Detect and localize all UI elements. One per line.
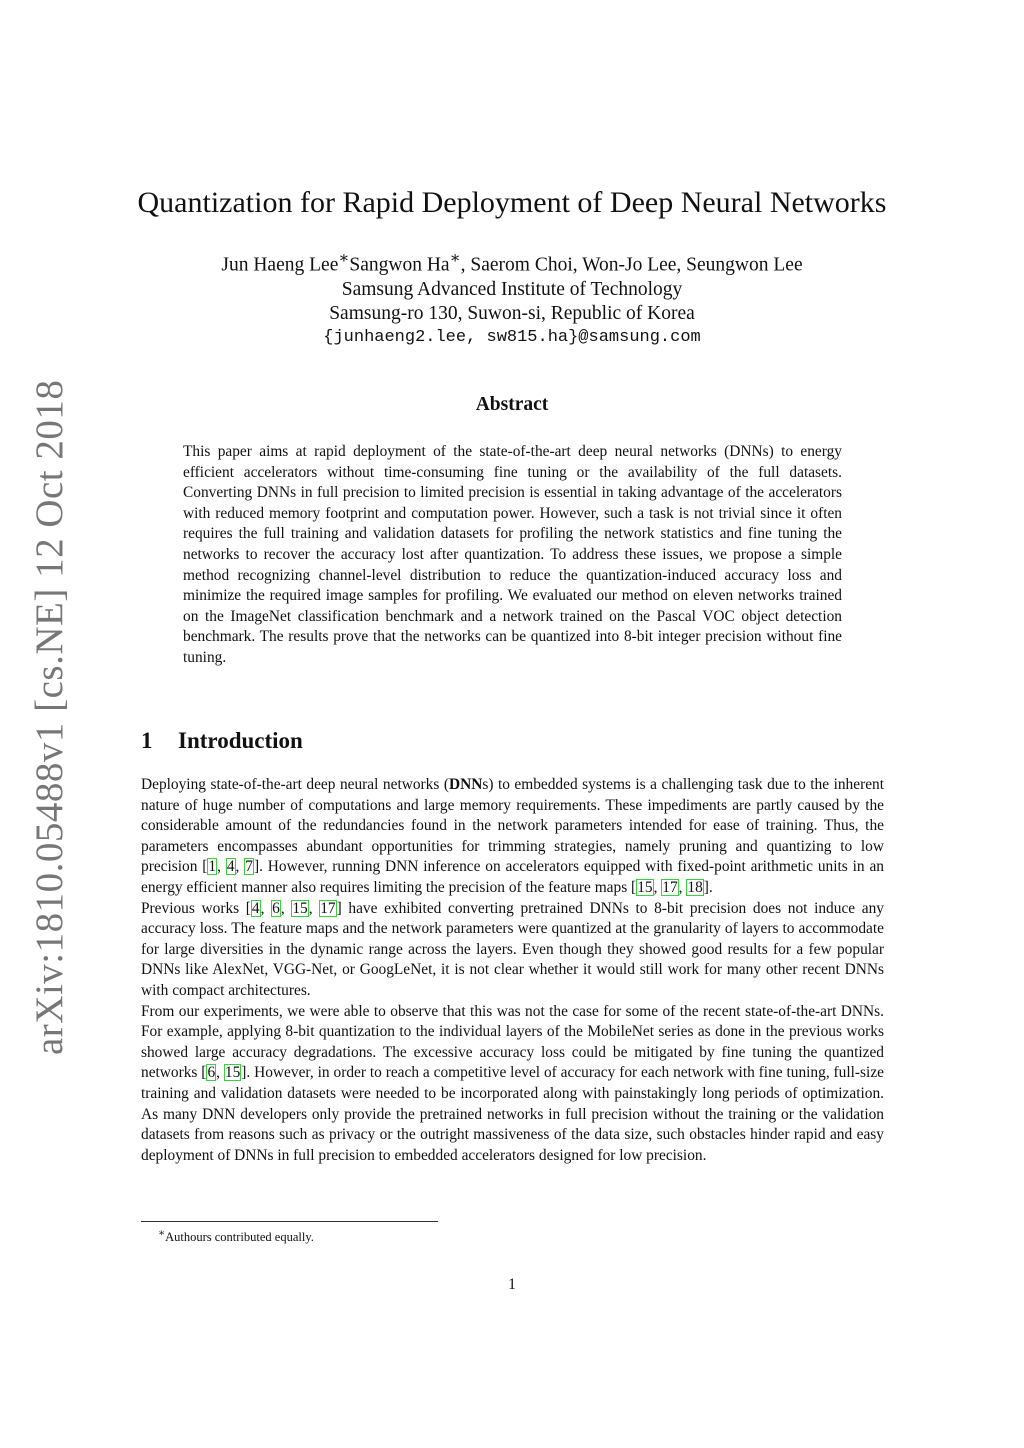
text: , (217, 858, 226, 876)
text: , (235, 858, 245, 876)
address: Samsung-ro 130, Suwon-si, Republic of Korea (329, 302, 695, 324)
footnote-rule (141, 1221, 438, 1222)
section-number: 1 (141, 728, 153, 753)
email: {junhaeng2.lee, sw815.ha}@samsung.com (323, 327, 701, 347)
abstract-heading: Abstract (475, 394, 549, 415)
citation-link[interactable]: 4 (251, 899, 260, 917)
citation-link[interactable]: 4 (226, 858, 235, 876)
author-2-mark: ∗ (449, 249, 461, 267)
citation-link[interactable]: 15 (292, 899, 308, 917)
footnote (158, 1227, 314, 1245)
citation-link[interactable]: 6 (207, 1064, 216, 1082)
dnn-abbrev: DNN (448, 776, 483, 793)
text: From our experiments, we were able to observe that this was not the case for some of the recent state-of-the-art DNNs. For example, applying 8-bit quantization to the individual layers of the MobileNet series as done in the previous works showed large accuracy degradations. The excessive accuracy loss could be mitigated by fine tuning the quantized networks [ (141, 1002, 884, 1082)
author-names (0, 246, 1024, 278)
author-1: Jun Haeng Lee (221, 254, 339, 276)
paper-title: Quantization for Rapid Deployment of Deep Neural Networks (137, 186, 887, 219)
intro-paragraph-1 (141, 775, 884, 899)
text: s) to embedded systems is a challenging task due to the inherent nature of huge number of computations and large memory requirements. These impediments are partly caused by the considerable amount of the redundancies found in the network parameters intended for ease of training. Thus, the parameters encompasses abundant opportunities for trimming strategies, namely pruning and quantizing to low precision [ (141, 776, 884, 876)
section-title: Introduction (178, 728, 303, 753)
text: Deploying state-of-the-art deep neural networks ( (141, 776, 449, 793)
text: , (216, 1064, 224, 1082)
citation-link[interactable]: 17 (662, 878, 678, 896)
text: ]. (703, 878, 713, 896)
citation-link[interactable]: 18 (687, 878, 703, 896)
author-2: Sangwon Ha (349, 254, 450, 276)
abstract-body: This paper aims at rapid deployment of the state-of-the-art deep neural networks (DNNs) to energy efficient accelerators without time-consuming fine tuning or the availability of the full datasets. Converting DNNs in full precision to limited precision is essential in taking advantage of the accelerators with reduced memory footprint and computation power. However, such a task is not trivial since it often requires the full training and validation datasets for profiling the network statistics and fine tuning the networks to recover the accuracy lost after quantization. To address these issues, we propose a simple method recognizing channel-level distribution to reduce the quantization-induced accuracy loss and minimize the required image samples for profiling. We evaluated our method on eleven networks trained on the ImageNet classification benchmark and a network trained on the Pascal VOC object detection benchmark. The results prove that the networks can be quantized into 8-bit integer precision without fine tuning. (183, 443, 842, 666)
introduction-body (141, 775, 884, 1166)
affiliation: Samsung Advanced Institute of Technology (341, 278, 683, 300)
author-block (0, 246, 1024, 350)
intro-paragraph-3 (141, 1002, 884, 1167)
other-authors: , Saerom Choi, Won-Jo Lee, Seungwon Lee (460, 254, 803, 276)
section-heading (141, 728, 303, 754)
footnote-text: Authours contributed equally. (165, 1230, 314, 1245)
page-number: 1 (508, 1276, 516, 1293)
text: , (678, 878, 687, 896)
text: , (260, 899, 272, 917)
text: ]. However, running DNN inference on accelerators equipped with fixed-point arithmetic units in an energy efficient manner also requires limiting the precision of the feature maps [ (141, 858, 885, 896)
intro-paragraph-2 (141, 899, 884, 1002)
text: ]. However, in order to reach a competitive level of accuracy for each network with fine tuning, full-size training and validation datasets were needed to be incorporated along with painstakingly long periods of optimization. As many DNN developers only provide the pretrained networks in full precision without the training or the validation datasets from reasons such as privacy or the outright massiveness of the data size, such obstacles hinder rapid and easy deployment of DNNs in full precision to embedded accelerators designed for low precision. (141, 1064, 884, 1164)
citation-link[interactable]: 17 (320, 899, 336, 917)
footnote-mark: ∗ (158, 1228, 166, 1239)
citation-link[interactable]: 15 (224, 1064, 241, 1082)
text: , (308, 899, 320, 917)
citation-link[interactable]: 15 (637, 878, 653, 896)
text: Previous works [ (141, 899, 251, 917)
arxiv-stamp: arXiv:1810.05488v1 [cs.NE] 12 Oct 2018 (28, 379, 71, 1055)
citation-link[interactable]: 6 (272, 899, 280, 917)
citation-link[interactable]: 7 (245, 858, 253, 876)
text: ] have exhibited converting pretrained DNNs to 8-bit precision does not induce any accuracy loss. The feature maps and the network parameters were quantized at the granularity of layers to accommodate for large diversities in the dynamic range across the layers. Even though they showed good results for a few popular DNNs like AlexNet, VGG-Net, or GoogLeNet, it is not clear whether it would still work for many other recent DNNs with compact architectures. (141, 899, 884, 999)
text: , (653, 878, 662, 896)
author-1-mark: ∗ (338, 249, 350, 267)
citation-link[interactable]: 1 (208, 858, 217, 876)
text: , (280, 899, 292, 917)
